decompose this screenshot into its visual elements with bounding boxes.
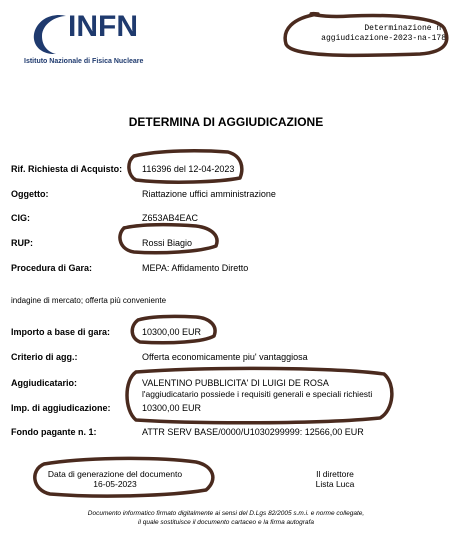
criterio-label: Criterio di agg.: xyxy=(11,352,78,362)
director-name: Lista Luca xyxy=(315,479,355,489)
determination-number xyxy=(296,24,446,44)
footnote-line2: il quale sostituisce il documento cartaceo e la firma autografa xyxy=(138,519,314,526)
criterio-value: Offerta economicamente piu' vantaggiosa xyxy=(142,352,308,362)
procedura-value: MEPA: Affidamento Diretto xyxy=(142,263,249,273)
digital-signature-footnote xyxy=(20,509,432,527)
determination-line2: aggiudicazione-2023-na-178 xyxy=(321,34,446,43)
fondo-label: Fondo pagante n. 1: xyxy=(11,427,97,437)
imp-aggiudicazione-label: Imp. di aggiudicazione: xyxy=(11,403,111,413)
procedura-label: Procedura di Gara: xyxy=(11,263,93,273)
director-label: Il direttore xyxy=(316,469,354,479)
aggiudicatario-value: VALENTINO PUBBLICITA' DI LUIGI DE ROSA xyxy=(142,378,329,388)
aggiudicatario-note: l'aggiudicatario possiede i requisiti generali e speciali richiesti xyxy=(142,389,373,399)
generation-date-label: Data di generazione del documento xyxy=(47,469,183,479)
importo-label: Importo a base di gara: xyxy=(11,327,111,337)
oggetto-value: Riattazione uffici amministrazione xyxy=(142,189,276,199)
fondo-value: ATTR SERV BASE/0000/U1030299999: 12566,00 EUR xyxy=(142,427,364,437)
rup-label: RUP: xyxy=(11,238,33,248)
document-title: DETERMINA DI AGGIUDICAZIONE xyxy=(128,115,324,129)
aggiudicatario-label: Aggiudicatario: xyxy=(11,378,78,388)
footnote-line1: Documento informatico firmato digitalmente ai sensi del D.Lgs 82/2005 s.m.i. e norme collegate, xyxy=(87,510,365,517)
oggetto-label: Oggetto: xyxy=(11,189,49,199)
logo-subtitle: Istituto Nazionale di Fisica Nucleare xyxy=(24,58,144,65)
rif-label: Rif. Richiesta di Acquisto: xyxy=(11,164,123,174)
generation-date-block xyxy=(40,469,190,489)
infn-logo xyxy=(22,6,182,76)
imp-aggiudicazione-value: 10300,00 EUR xyxy=(142,403,202,413)
cig-value: Z653AB4EAC xyxy=(142,213,199,223)
determination-line1: Determinazione n. xyxy=(364,24,446,33)
rif-value: 116396 del 12-04-2023 xyxy=(142,164,235,174)
rup-value: Rossi Biagio xyxy=(142,238,193,248)
indagine-text: indagine di mercato; offerta più conveniente xyxy=(11,296,167,305)
logo-text: INFN xyxy=(68,10,138,43)
generation-date-value: 16-05-2023 xyxy=(93,479,137,489)
director-block xyxy=(300,469,370,489)
importo-value: 10300,00 EUR xyxy=(142,327,202,337)
cig-label: CIG: xyxy=(11,213,30,223)
